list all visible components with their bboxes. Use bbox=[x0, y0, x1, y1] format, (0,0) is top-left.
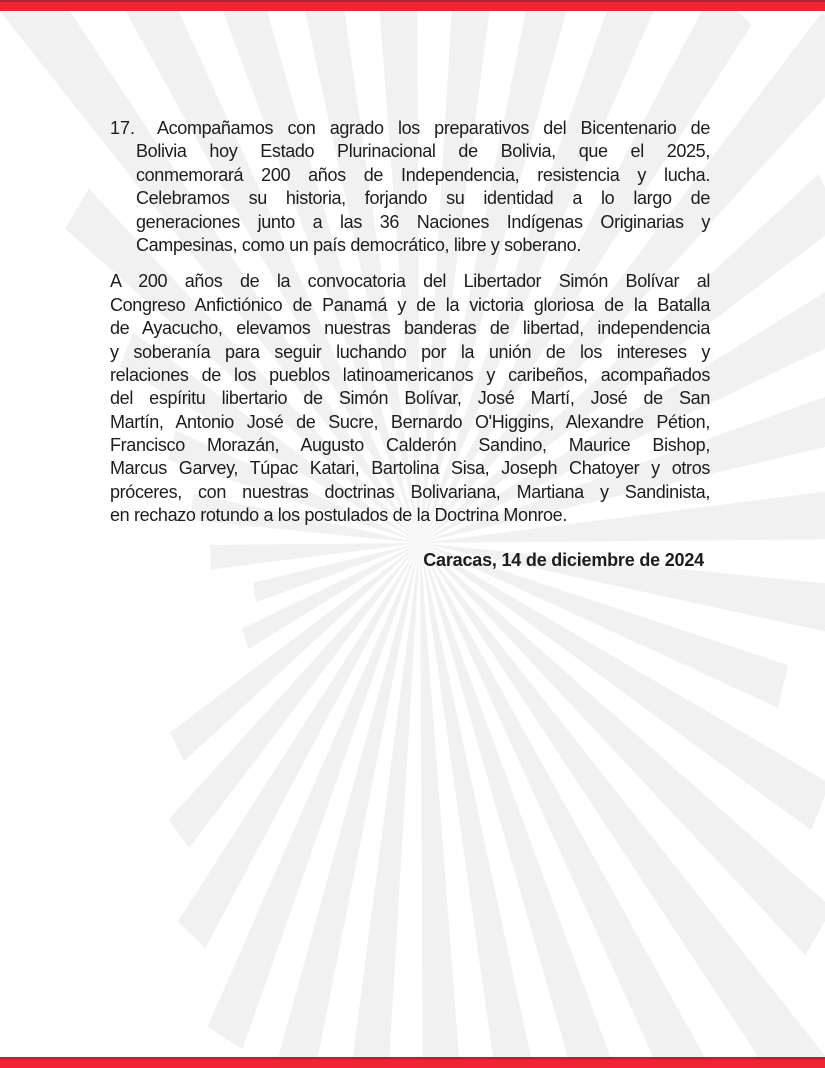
bottom-red-bar bbox=[0, 1057, 825, 1068]
text-line: y soberanía para seguir luchando por la unión de los intereses y bbox=[110, 341, 710, 362]
text-line: Campesinas, como un país democrático, libre y soberano. bbox=[136, 234, 581, 255]
starburst-ray bbox=[420, 543, 461, 1068]
text-line: Martín, Antonio José de Sucre, Bernardo O'Higgins, Alexandre Pétion, bbox=[110, 411, 710, 432]
text-line: Bolivia hoy Estado Plurinacional de Bolivia, que el 2025, bbox=[136, 141, 710, 162]
text-line: Marcus Garvey, Túpac Katari, Bartolina Sisa, Joseph Chatoyer y otros bbox=[110, 458, 710, 479]
text-line: de Ayacucho, elevamos nuestras banderas de libertad, independencia bbox=[110, 318, 710, 339]
top-red-bar bbox=[0, 0, 825, 11]
page-text-block bbox=[110, 117, 710, 572]
text-line: conmemorará 200 años de Independencia, resistencia y lucha. bbox=[136, 164, 710, 185]
text-line: del espíritu libertario de Simón Bolívar, José Martí, José de San bbox=[110, 388, 710, 409]
numbered-item-17 bbox=[110, 117, 710, 257]
text-line: Congreso Anfictiónico de Panamá y de la victoria gloriosa de la Batalla bbox=[110, 294, 710, 315]
text-line: A 200 años de la convocatoria del Libertador Simón Bolívar al bbox=[110, 271, 710, 292]
text-line bbox=[110, 117, 710, 140]
dateline: Caracas, 14 de diciembre de 2024 bbox=[423, 549, 704, 570]
text-line: próceres, con nuestras doctrinas Bolivariana, Martiana y Sandinista, bbox=[110, 481, 710, 502]
text-line-content: Acompañamos con agrado los preparativos del Bicentenario de bbox=[157, 118, 710, 138]
closing-paragraph bbox=[110, 270, 710, 527]
text-line: en rechazo rotundo a los postulados de la Doctrina Monroe. bbox=[110, 505, 567, 526]
text-line: relaciones de los pueblos latinoamericanos y caribeños, acompañados bbox=[110, 364, 710, 385]
text-line: Celebramos su historia, forjando su identidad a lo largo de bbox=[136, 188, 710, 209]
text-line: generaciones junto a las 36 Naciones Indígenas Originarias y bbox=[136, 211, 710, 232]
item-number: 17. bbox=[110, 118, 136, 138]
text-line: Francisco Morazán, Augusto Calderón Sandino, Maurice Bishop, bbox=[110, 435, 710, 456]
